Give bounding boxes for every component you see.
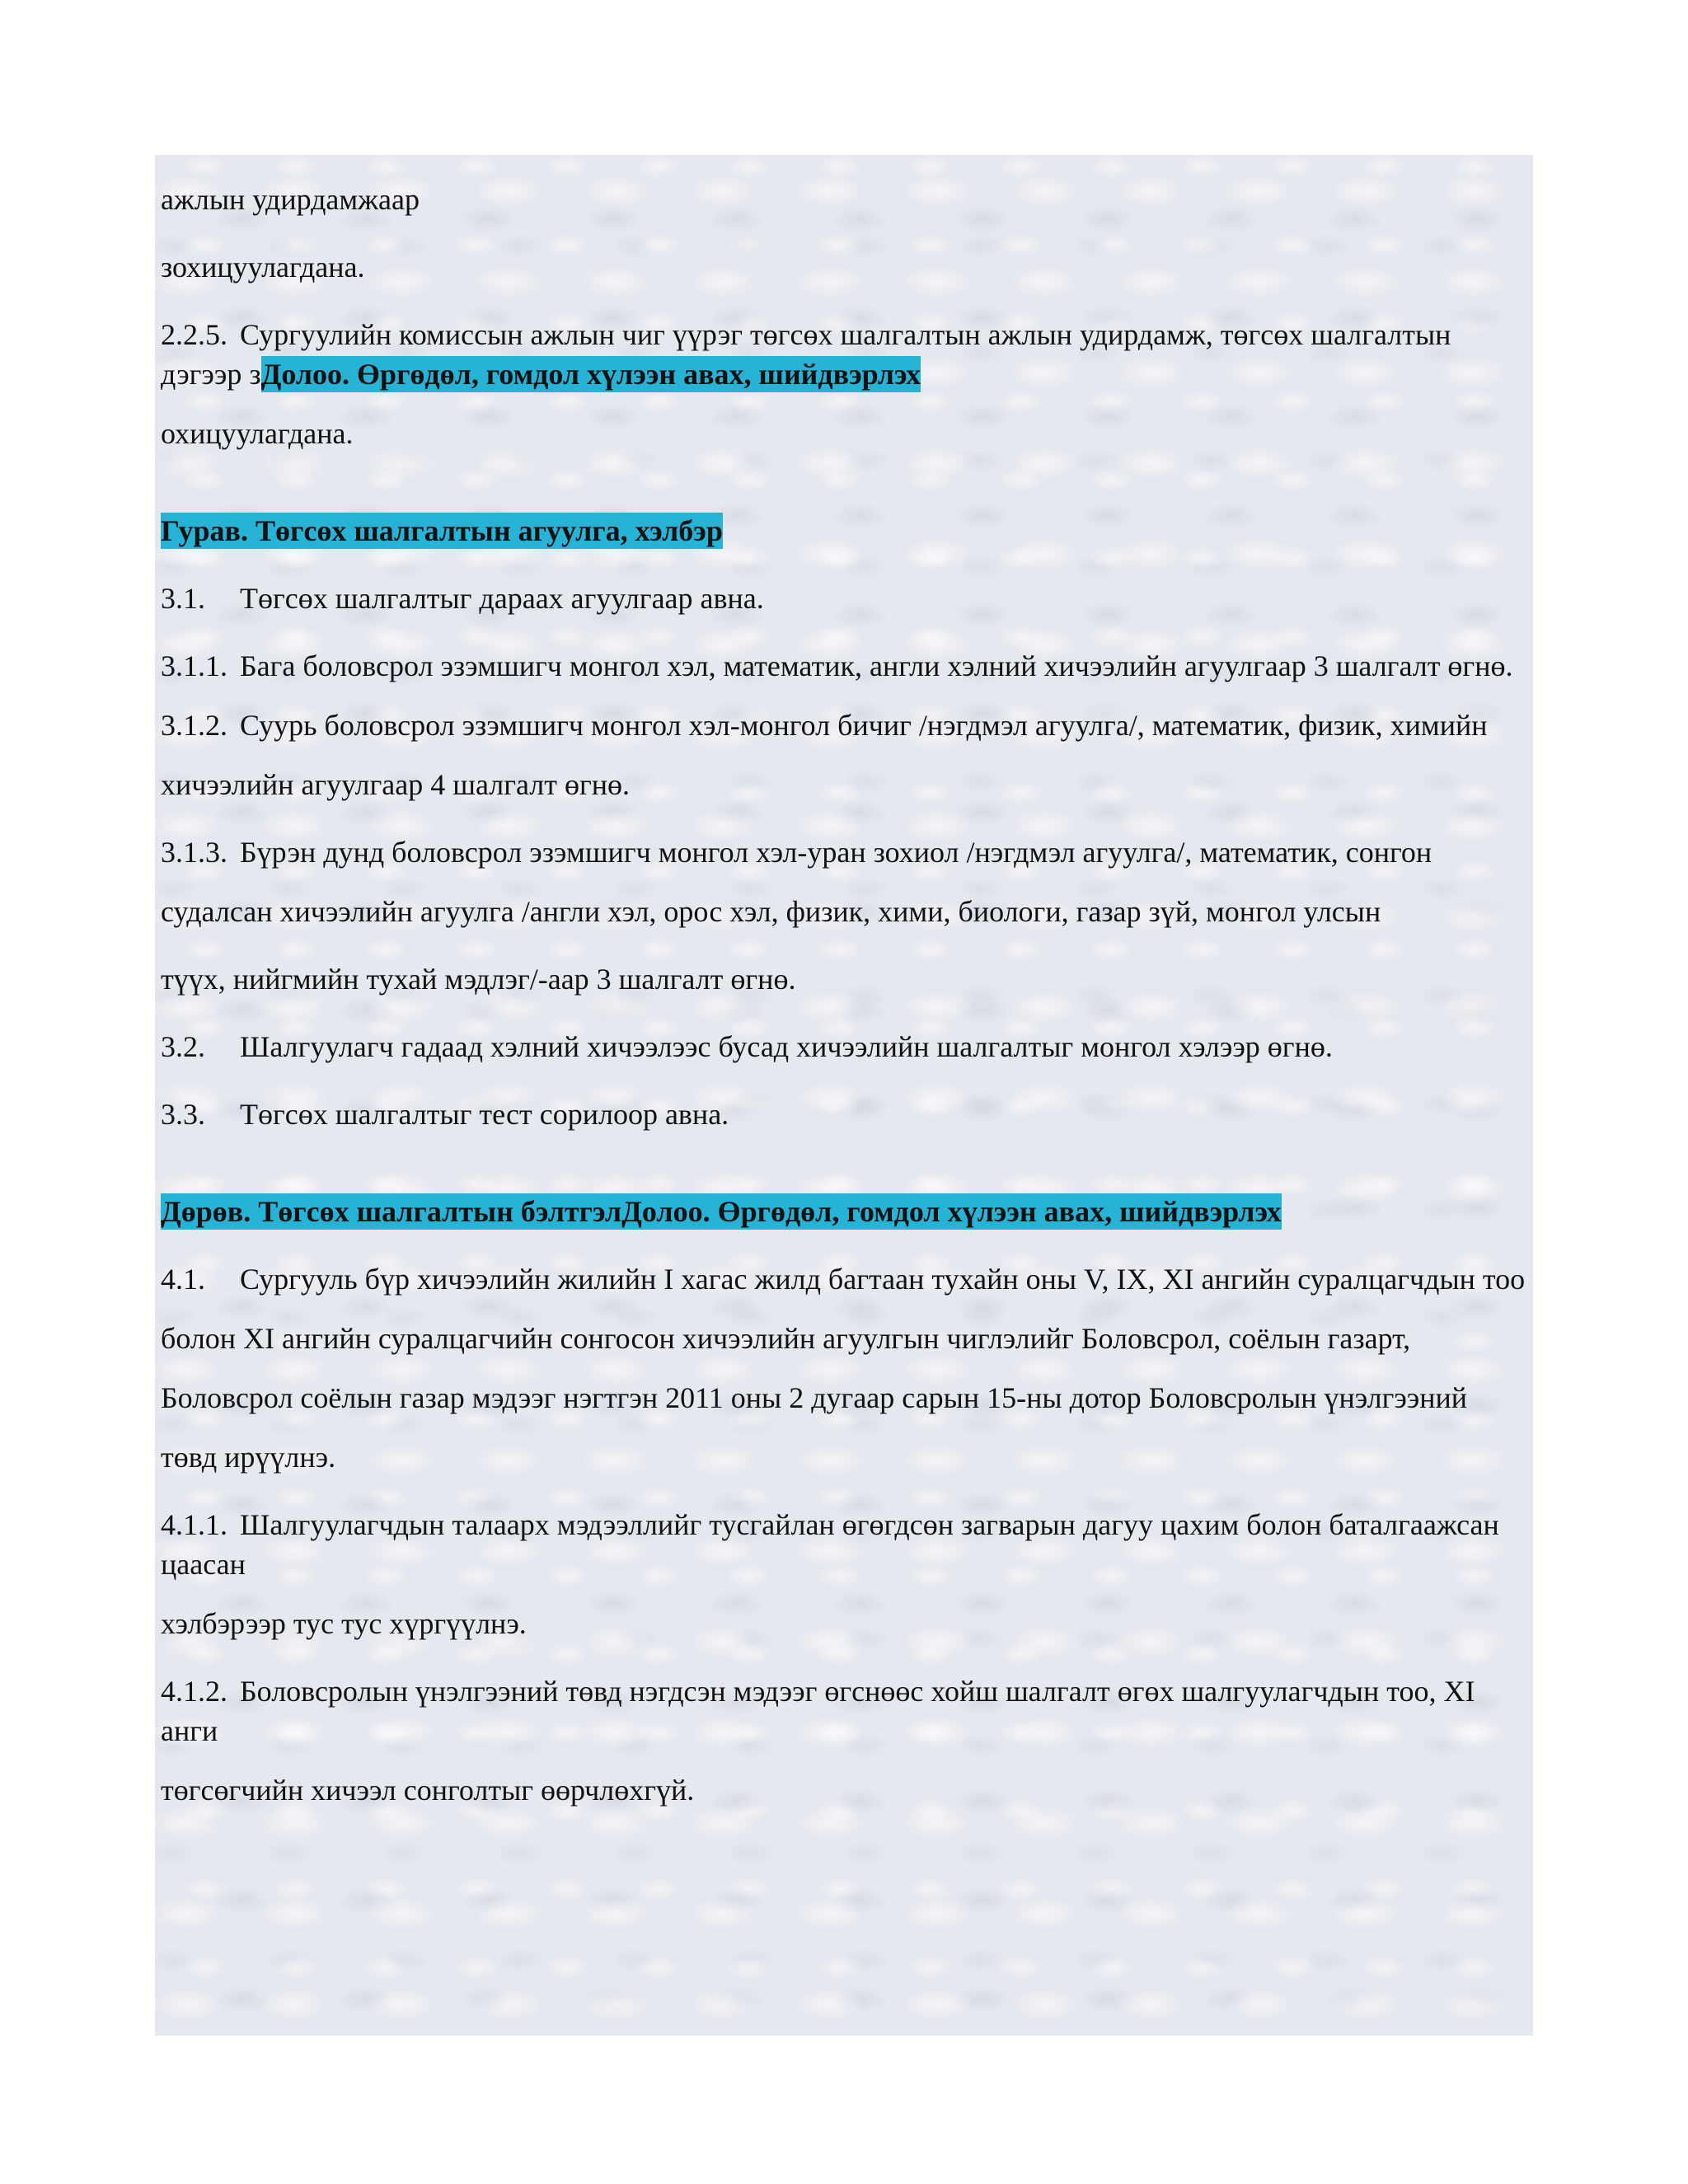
paragraph: хэлбэрээр тус тус хүргүүлнэ. bbox=[161, 1607, 527, 1640]
section-number: 2.2.5. bbox=[161, 318, 227, 351]
paragraph-text: Сургуулийн комиссын ажлын чиг үүрэг төгсөх шалгалтын ажлын удирдамж, төгсөх шалгалтын дэгээр з bbox=[161, 318, 1451, 391]
paragraph: хичээлийн агуулгаар 4 шалгалт өгнө. bbox=[161, 768, 631, 801]
section-number: 3.1. bbox=[161, 582, 205, 615]
section-number: 3.3. bbox=[161, 1098, 205, 1131]
paragraph-4-1-1 bbox=[161, 1505, 1529, 1584]
section-number: 4.1.2. bbox=[161, 1675, 227, 1708]
heading-text: Гурав. Төгсөх шалгалтын агуулга, хэлбэр bbox=[161, 514, 723, 547]
paragraph-text: Төгсөх шалгалтыг тест сорилоор авна. bbox=[240, 1098, 729, 1131]
paragraph-4-1-2 bbox=[161, 1671, 1529, 1750]
paragraph-4-1 bbox=[161, 1259, 1529, 1299]
paragraph-text: Төгсөх шалгалтыг дараах агуулгаар авна. bbox=[240, 582, 764, 615]
paragraph-text: Суурь боловсрол эзэмшигч монгол хэл-монгол бичиг /нэгдмэл агуулга/, математик, физик, химийн bbox=[240, 709, 1488, 742]
paragraph: төгсөгчийн хичээл сонголтыг өөрчлөхгүй. bbox=[161, 1774, 695, 1807]
heading-text: Дөрөв. Төгсөх шалгалтын бэлтгэлДолоо. Өргөдөл, гомдол хүлээн авах, шийдвэрлэх bbox=[161, 1195, 1282, 1228]
paragraph-3-1-3 bbox=[161, 832, 1529, 872]
paragraph: түүх, нийгмийн тухай мэдлэг/-аар 3 шалгалт өгнө. bbox=[161, 963, 796, 996]
section-number: 3.1.1. bbox=[161, 649, 227, 682]
paragraph-3-3 bbox=[161, 1094, 1529, 1134]
paragraph: судалсан хичээлийн агуулга /англи хэл, орос хэл, физик, хими, биологи, газар зүй, монгол улсын bbox=[161, 895, 1381, 928]
section-number: 3.1.3. bbox=[161, 836, 227, 869]
section-number: 4.1.1. bbox=[161, 1508, 227, 1541]
paragraph: болон XI ангийн суралцагчийн сонгосон хичээлийн агуулгын чиглэлийг Боловсрол, соёлын газарт, bbox=[161, 1322, 1411, 1355]
highlighted-heading: Долоо. Өргөдөл, гомдол хүлээн авах, шийдвэрлэх bbox=[260, 358, 921, 391]
paragraph-text: Бага боловсрол эзэмшигч монгол хэл, математик, англи хэлний хичээлийн агуулгаар 3 шалгалт өгнө. bbox=[240, 649, 1513, 682]
paragraph-text: Шалгуулагч гадаад хэлний хичээлээс бусад хичээлийн шалгалтыг монгол хэлээр өгнө. bbox=[240, 1030, 1333, 1063]
paragraph: Боловсрол соёлын газар мэдээг нэгтгэн 2011 оны 2 дугаар сарын 15-ны дотор Боловсролын үнэлгээний bbox=[161, 1381, 1468, 1414]
paragraph: төвд ирүүлнэ. bbox=[161, 1441, 336, 1474]
document-body bbox=[161, 180, 1529, 1838]
paragraph-text: Бүрэн дунд боловсрол эзэмшигч монгол хэл-уран зохиол /нэгдмэл агуулга/, математик, сонгон bbox=[240, 836, 1432, 869]
section-heading-4 bbox=[161, 1192, 1529, 1231]
paragraph-3-1-1 bbox=[161, 646, 1529, 686]
paragraph: зохицуулагдана. bbox=[161, 251, 365, 284]
paragraph-3-1 bbox=[161, 579, 1529, 618]
section-heading-3 bbox=[161, 511, 1529, 551]
section-number: 3.2. bbox=[161, 1030, 205, 1063]
paragraph: ажлын удирдамжаар bbox=[161, 183, 420, 216]
section-number: 3.1.2. bbox=[161, 709, 227, 742]
section-number: 4.1. bbox=[161, 1263, 205, 1296]
paragraph-text: Шалгуулагчдын талаарх мэдээллийг тусгайлан өгөгдсөн загварын дагуу цахим болон баталгаажсан цаасан bbox=[161, 1508, 1499, 1581]
paragraph-text: Боловсролын үнэлгээний төвд нэгдсэн мэдээг өгснөөс хойш шалгалт өгөх шалгуулагчдын тоо, XI анги bbox=[161, 1675, 1475, 1747]
paragraph-3-2 bbox=[161, 1027, 1529, 1066]
paragraph-text: Сургууль бүр хичээлийн жилийн I хагас жилд багтаан тухайн оны V, IX, XI ангийн суралцагчдын тоо bbox=[240, 1263, 1526, 1296]
paragraph-2-2-5 bbox=[161, 315, 1529, 394]
paragraph-3-1-2 bbox=[161, 705, 1529, 745]
paragraph: охицуулагдана. bbox=[161, 417, 354, 450]
